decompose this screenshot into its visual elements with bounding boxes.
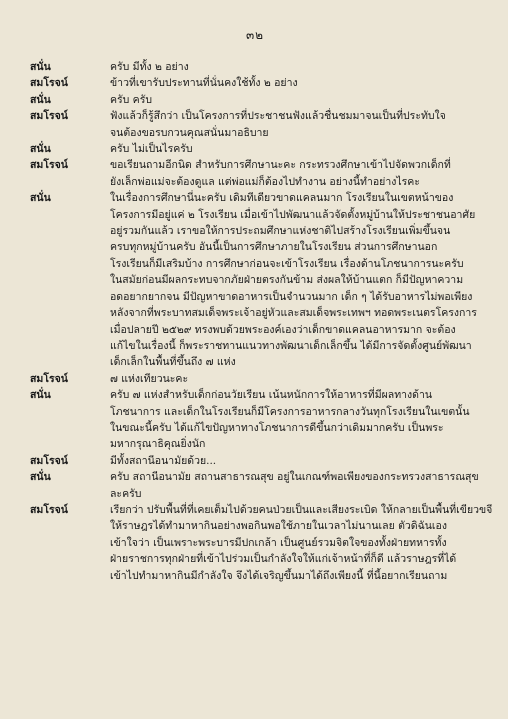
speaker-name: สมโรจน์ [30,77,68,90]
speech-text [110,469,480,502]
speech-line: ในสมัยก่อนมีผลกระทบจากภัยฝ่ายตรงกันข้าม ส่งผลให้บ้านแตก ก็มีปัญหาความ [110,274,464,287]
speech-text [110,190,480,370]
speech-text [110,108,480,141]
dialogue-row [30,141,480,157]
speech-line: เข้าไปทำมาหากินมีกำลังใจ จึงได้เจริญขึ้นมาได้ถึงเพียงนี้ ที่นี้อยากเรียนถาม [110,569,448,582]
speaker-name: สมโรจน์ [30,372,68,385]
speaker-name: สมโรจน์ [30,159,68,172]
dialogue-row [30,59,480,75]
speaker-name: สนั่น [30,471,51,484]
dialogue-row [30,92,480,108]
speech-line: ครับ มีทั้ง ๒ อย่าง [110,61,189,73]
dialogue-row [30,371,480,387]
speech-text [110,141,480,157]
dialogue-row [30,502,493,584]
speech-line: ๗ แห่งเทียวนะคะ [110,372,189,385]
speech-text [110,371,480,387]
speech-line: มีทั้งสถานีอนามัยด้วย... [110,454,217,467]
speaker-name: สมโรจน์ [30,110,68,123]
speech-line: เมื่อปลายปี ๒๕๒๙ ทรงพบด้วยพระองค์เองว่าเด็กขาดแคลนอาหารมาก จะต้อง [110,323,456,336]
speech-line: ยังเล็กพ่อแม่จะต้องดูแล แต่พ่อแม่ก็ต้องไปทำงาน อย่างนี้ทำอย่างไรคะ [110,175,420,188]
speech-line: อดอยากยากจน มีปัญหาขาดอาหารเป็นจำนวนมาก เด็ก ๆ ได้รับอาหารไม่พอเพียง [110,290,473,303]
speech-text [110,75,480,91]
speech-line: โภชนาการ และเด็กในโรงเรียนก็มีโครงการอาหารกลางวันทุกโรงเรียนในเขตนั้น [110,405,470,418]
speech-line: ให้ราษฎรได้ทำมาหากินอย่างพอกินพอใช้ภายในเวลาไม่นานเลย ตัวดิฉันเอง [110,520,447,533]
speaker-name: สนั่น [30,389,51,402]
speaker-name: สมโรจน์ [30,503,68,516]
dialogue-row [30,387,480,453]
speech-text [110,59,480,75]
speaker-name: สนั่น [30,93,51,106]
speech-text [110,157,480,190]
speaker-name: สมโรจน์ [30,454,68,467]
speech-line: ฝ่ายราชการทุกฝ่ายที่เข้าไปร่วมเป็นกำลังใจให้แก่เจ้าหน้าที่ก็ดี แล้วราษฎรที่ได้ [110,553,457,566]
dialogue-row [30,453,480,469]
dialogue-row [30,157,480,190]
speech-text [110,453,480,469]
speech-line: ในเรื่องการศึกษานี่นะครับ เดิมทีเดียวขาดแคลนมาก โรงเรียนในเขตหน้าของ [110,192,454,205]
speech-line: แก้ไขในเรื่องนี้ ก็พระราชทานแนวทางพัฒนาเด็กเล็กขึ้น ได้มีการจัดตั้งศูนย์พัฒนา [110,339,472,352]
dialogue-row [30,75,480,91]
dialogue-row [30,108,480,141]
speech-line: เข้าใจว่า เป็นเพราะพระบารมีปกเกล้า เป็นศูนย์รวมจิตใจของทั้งฝ่ายทหารทั้ง [110,536,447,549]
speech-line: เรียกว่า ปรับพื้นที่ที่เคยเต็มไปด้วยคนป่วยเป็นและเสียงระเบิด ให้กลายเป็นพื้นที่เขียวขจี [110,503,493,516]
speech-line: เด็กเล็กในพื้นที่ขึ้นถึง ๗ แห่ง [110,356,236,369]
speech-line: ข้าวที่เขารับประทานที่นั่นคงใช้ทั้ง ๒ อย่าง [110,77,298,90]
dialogue-row [30,190,480,370]
speech-line: จนต้องขอรบกวนคุณสนั่นมาอธิบาย [110,126,269,139]
speaker-name: สนั่น [30,192,51,205]
speech-line: โรงเรียนก็มีเสริมบ้าง การศึกษาก่อนจะเข้าโรงเรียน เรื่องด้านโภชนาการนะครับ [110,257,464,270]
speech-line: ในขณะนี้ครับ ได้แก้ไขปัญหาทางโภชนาการดีขึ้นกว่าเดิมมากครับ เป็นพระ [110,421,444,434]
speech-text [110,387,480,453]
speech-text [110,92,480,108]
dialogue-row [30,469,480,502]
speech-line: ครับ ไม่เป็นไรครับ [110,143,193,156]
speaker-name: สนั่น [30,61,51,73]
speech-line: ฟังแล้วก็รู้สึกว่า เป็นโครงการที่ประชาชนฟังแล้วชื่นชมมาจนเป็นที่ประทับใจ [110,110,446,123]
speech-line: โครงการมีอยู่แค่ ๒ โรงเรียน เมื่อเข้าไปพัฒนาแล้วจัดตั้งหมู่บ้านให้ประชาชนอาศัย [110,208,476,221]
page-number: ๓๒ [245,28,265,42]
speech-line: ครับ สถานีอนามัย สถานสาธารณสุข อยู่ในเกณฑ์พอเพียงของกระทรวงสาธารณสุข [110,471,479,484]
dialogue-list [30,59,493,584]
speaker-name: สนั่น [30,143,51,156]
speech-line: หลังจากที่พระบาทสมเด็จพระเจ้าอยู่หัวและสมเด็จพระเทพฯ ทอดพระเนตรโครงการ [110,307,477,320]
speech-line: ครับ ครับ [110,93,152,106]
speech-line: ขอเรียนถามอีกนิด สำหรับการศึกษานะคะ กระทรวงศึกษาเข้าไปจัดพวกเด็กที่ [110,159,451,172]
speech-line: ละครับ [110,487,142,500]
speech-text [110,502,492,584]
speech-line: ครับ ๗ แห่งสำหรับเด็กก่อนวัยเรียน เน้นหนักการให้อาหารที่มีผลทางด้าน [110,389,433,402]
speech-line: ครบทุกหมู่บ้านครับ อันนี้เป็นการศึกษาภายในโรงเรียน ส่วนการศึกษานอก [110,241,438,254]
speech-line: อยู่รวมกันแล้ว เราขอให้การประถมศึกษาแห่งชาติไปสร้างโรงเรียนเพิ่มขึ้นจน [110,225,451,238]
speech-line: มหากรุณาธิคุณยิ่งนัก [110,438,206,451]
